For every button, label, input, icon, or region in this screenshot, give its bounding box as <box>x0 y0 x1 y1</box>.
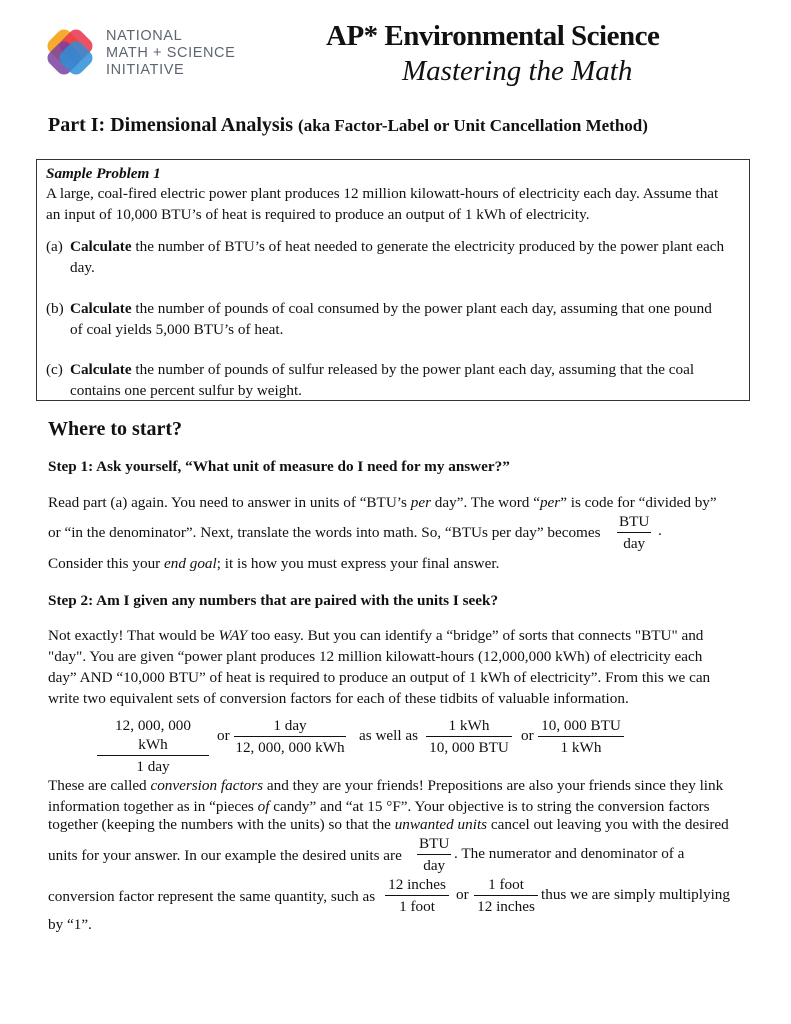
fraction-numerator: BTU <box>617 512 651 533</box>
part-b-mark: (b) <box>46 300 64 317</box>
step-2-line-2: "day". You are given “power plant produces 12 million kilowatt-hours (12,000,000 kWh) of electricity each <box>48 648 703 665</box>
step-1-text-e: ” is code for “divided by” <box>560 494 717 511</box>
factor-3-numerator: 1 kWh <box>426 716 512 737</box>
closing-line-6: by “1”. <box>48 916 92 933</box>
step-2-way: WAY <box>218 627 248 644</box>
part-c-bold: Calculate <box>70 361 132 378</box>
inches-fraction-numerator: 12 inches <box>385 875 449 896</box>
step-2-text-a: Not exactly! That would be <box>48 627 219 644</box>
desired-units-numerator: BTU <box>417 834 451 855</box>
step-1-text-a: Read part (a) again. You need to answer in units of “BTU’s <box>48 494 411 511</box>
part-heading <box>48 114 648 137</box>
step-2-line-4: write two equivalent sets of conversion factors for each of these tidbits of valuable information. <box>48 690 629 707</box>
closing-unwanted-units: unwanted units <box>394 816 488 833</box>
logo-line-1: NATIONAL <box>106 28 183 44</box>
fraction-denominator: day <box>623 535 646 552</box>
foot-fraction-denominator: 12 inches <box>477 898 535 915</box>
page-title: AP* Environmental Science <box>326 20 660 52</box>
step-1-consider: Consider this your <box>48 555 165 572</box>
factor-1-numerator: 12, 000, 000 kWh <box>97 716 209 756</box>
step-1-line-3 <box>48 553 499 574</box>
part-a-mark: (a) <box>46 238 63 255</box>
closing-line-5a: conversion factor represent the same quantity, such as <box>48 888 376 905</box>
factor-4-numerator: 10, 000 BTU <box>538 716 624 737</box>
part-a-line-2: day. <box>70 259 95 276</box>
closing-conversion-factors: conversion factors <box>150 777 264 794</box>
closing-text-2a: information together as in “pieces <box>48 798 258 815</box>
closing-or: or <box>456 886 469 903</box>
part-a-bold: Calculate <box>70 238 132 255</box>
factor-2-numerator: 1 day <box>234 716 346 737</box>
nmsi-logo-text <box>106 28 235 79</box>
btu-per-day-fraction <box>617 512 651 553</box>
step-2-line-1 <box>48 625 703 646</box>
logo-line-3: INITIATIVE <box>106 62 185 78</box>
closing-text-2c: candy” and “at 15 °F”. Your objective is to string the conversion factors <box>269 798 710 815</box>
step-1-line-1 <box>48 492 717 513</box>
part-c-line-2: contains one percent sulfur by weight. <box>70 382 302 399</box>
desired-units-denominator: day <box>423 857 446 874</box>
logo-line-2: MATH + SCIENCE <box>106 45 236 61</box>
part-a-line-1 <box>70 236 724 257</box>
part-b-line-2: of coal yields 5,000 BTU’s of heat. <box>70 321 284 338</box>
step-1-per-1: per <box>410 494 431 511</box>
part-heading-sub: (aka Factor-Label or Unit Cancellation Method) <box>298 116 648 135</box>
nmsi-logo <box>44 26 264 82</box>
page-subtitle: Mastering the Math <box>402 55 633 87</box>
part-b-text-1: the number of pounds of coal consumed by the power plant each day, assuming that one pound <box>131 300 712 317</box>
conversion-factor-2 <box>234 716 346 757</box>
closing-text-3a: together (keeping the numbers with the units) so that the <box>48 816 395 833</box>
sample-intro-line-2: an input of 10,000 BTU’s of heat is required to produce an output of 1 kWh of electricity. <box>46 206 590 223</box>
closing-of: of <box>257 798 270 815</box>
inches-per-foot-fraction <box>385 875 449 916</box>
where-to-start-heading: Where to start? <box>48 418 183 440</box>
step-1-per-2: per <box>539 494 561 511</box>
part-a-text-1: the number of BTU’s of heat needed to generate the electricity produced by the power plant each <box>131 238 725 255</box>
step-2-text-c: too easy. But you can identify a “bridge” of sorts that connects "BTU" and <box>247 627 704 644</box>
step-1-end-goal: end goal <box>164 555 217 572</box>
step-2-heading: Step 2: Am I given any numbers that are paired with the units I seek? <box>48 592 499 609</box>
closing-text-1a: These are called <box>48 777 151 794</box>
as-well-as-text: as well as <box>359 727 419 744</box>
conversion-factor-4 <box>538 716 624 757</box>
desired-units-fraction <box>417 834 451 875</box>
foot-fraction-numerator: 1 foot <box>474 875 538 896</box>
factor-2-denominator: 12, 000, 000 kWh <box>235 739 345 756</box>
closing-line-5b: thus we are simply multiplying <box>541 886 730 903</box>
conversion-factor-3 <box>426 716 512 757</box>
part-b-line-1 <box>70 298 712 319</box>
nmsi-logo-mark-icon <box>44 26 100 82</box>
factor-4-denominator: 1 kWh <box>560 739 602 756</box>
part-c-mark: (c) <box>46 361 63 378</box>
step-1-heading: Step 1: Ask yourself, “What unit of measure do I need for my answer?” <box>48 458 510 475</box>
step-1-text-c: day”. The word “ <box>430 494 540 511</box>
step-1-period: . <box>658 522 662 539</box>
conversion-factor-1 <box>97 716 209 776</box>
part-c-line-1 <box>70 359 694 380</box>
sample-problem-label: Sample Problem 1 <box>46 165 161 182</box>
closing-line-3 <box>48 814 729 835</box>
inches-fraction-denominator: 1 foot <box>399 898 435 915</box>
foot-per-inches-fraction <box>474 875 538 916</box>
part-c-text-1: the number of pounds of sulfur released by the power plant each day, assuming that the coal <box>131 361 695 378</box>
or-word-2: or <box>521 727 534 744</box>
step-1-rest: ; it is how you must express your final answer. <box>216 555 500 572</box>
or-word-1: or <box>217 727 230 744</box>
sample-problem-box <box>36 159 750 401</box>
closing-line-4a: units for your answer. In our example the desired units are <box>48 847 402 864</box>
closing-line-4b: . The numerator and denominator of a <box>454 845 685 862</box>
factor-1-denominator: 1 day <box>136 758 170 775</box>
part-heading-main: Part I: Dimensional Analysis <box>48 114 294 136</box>
closing-line-1 <box>48 775 723 796</box>
part-b-bold: Calculate <box>70 300 132 317</box>
sample-intro-line-1: A large, coal-fired electric power plant produces 12 million kilowatt-hours of electricity each day. Assume that <box>46 185 719 202</box>
step-1-line-2: or “in the denominator”. Next, translate the words into math. So, “BTUs per day” becomes <box>48 524 601 541</box>
step-2-line-3: day” AND “10,000 BTU” of heat is required to produce an output of 1 kWh of electricity”. From this we can <box>48 669 711 686</box>
closing-text-3c: cancel out leaving you with the desired <box>487 816 729 833</box>
closing-text-1c: and they are your friends! Prepositions are also your friends since they link <box>263 777 724 794</box>
factor-3-denominator: 10, 000 BTU <box>429 739 509 756</box>
